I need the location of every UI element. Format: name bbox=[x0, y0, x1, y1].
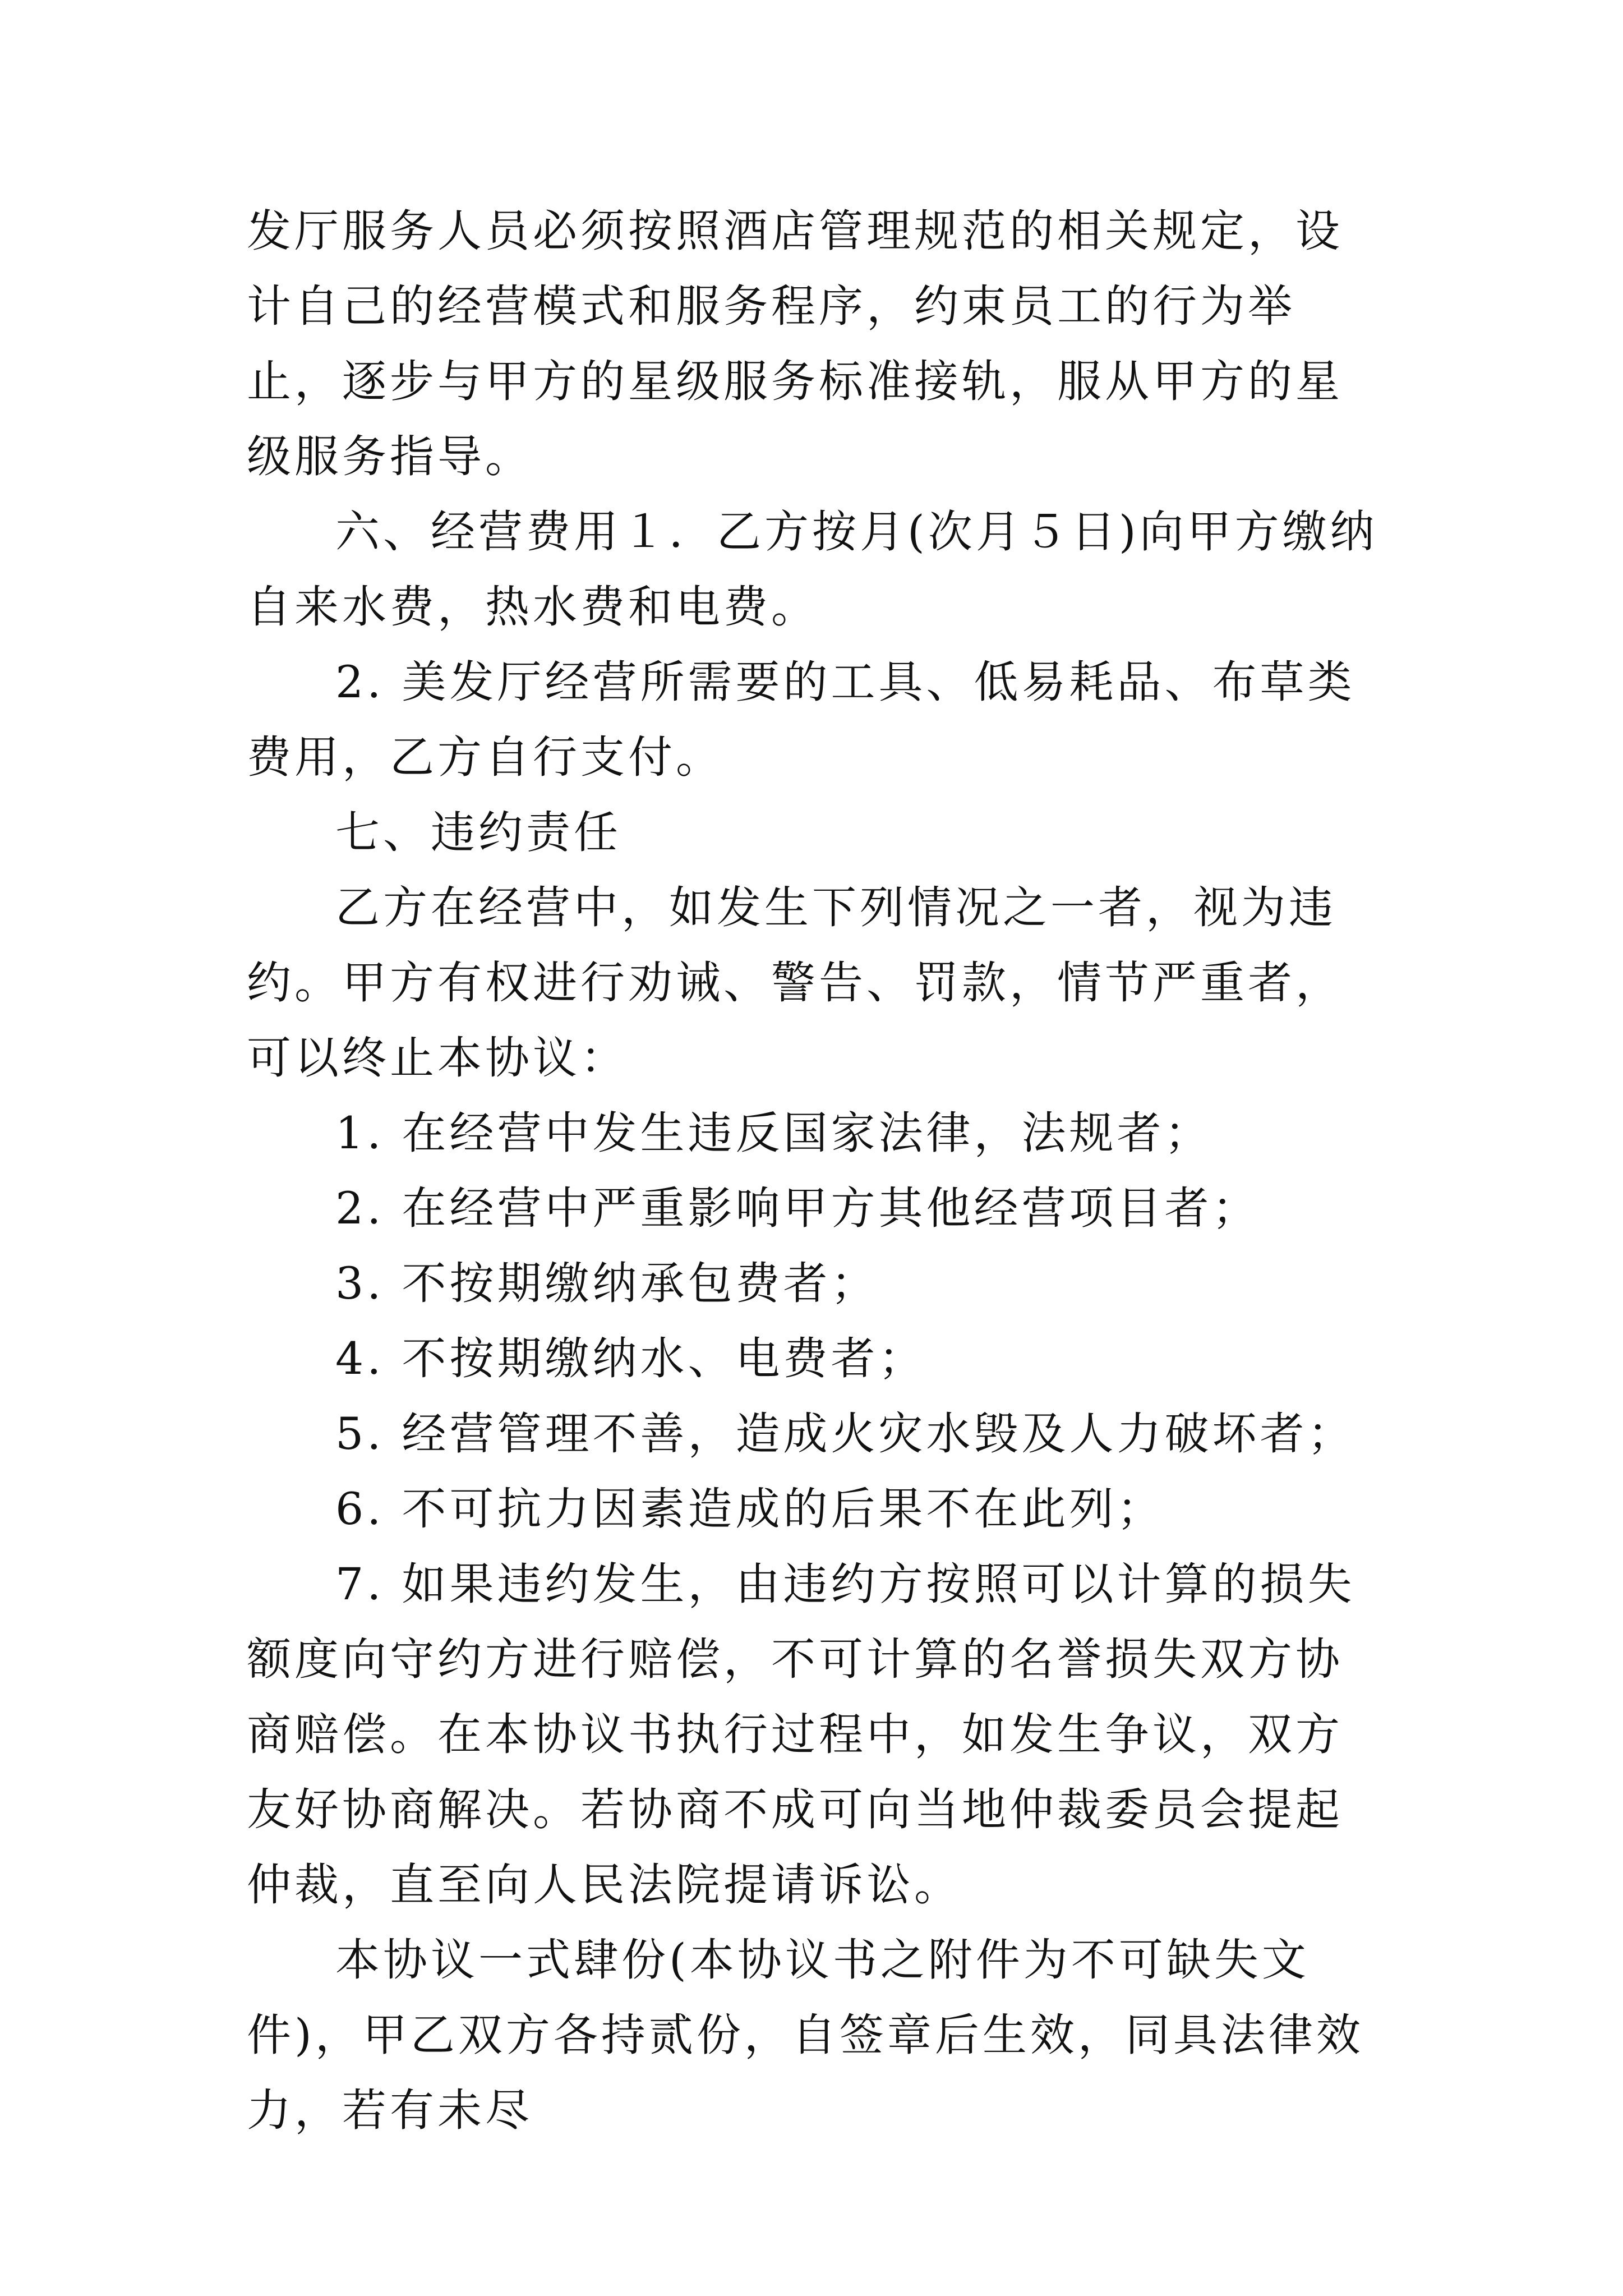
document-body bbox=[247, 194, 1380, 2148]
list-item-breach-2: 2. 在经营中严重影响甲方其他经营项目者； bbox=[335, 1182, 1260, 1234]
heading-breach-liability: 七、违约责任 bbox=[335, 807, 621, 858]
list-item-breach-6: 6. 不可抗力因素造成的后果不在此列； bbox=[335, 1483, 1165, 1535]
paragraph-copies-validity: 本协议一式肆份(本协议书之附件为不可缺失文件)，甲乙双方各持贰份，自签章后生效，同具法律效力，若有未尽 bbox=[247, 1934, 1364, 2136]
list-item-breach-3: 3. 不按期缴纳承包费者； bbox=[335, 1258, 879, 1309]
list-item-breach-7: 7. 如果违约发生，由违约方按照可以计算的损失额度向守约方进行赔偿，不可计算的名誉损失双方协商赔偿。在本协议书执行过程中，如发生争议，双方友好协商解决。若协商不成可向当地仲裁委员会提起仲裁，直至向人民法院提请诉讼。 bbox=[247, 1558, 1355, 1911]
paragraph-service-standards: 发厅服务人员必须按照酒店管理规范的相关规定，设计自己的经营模式和服务程序，约束员工的行为举止，逐步与甲方的星级服务标准接轨，服从甲方的星级服务指导。 bbox=[247, 205, 1343, 482]
list-item-breach-5: 5. 经营管理不善，造成火灾水毁及人力破坏者； bbox=[335, 1408, 1355, 1460]
paragraph-breach-intro: 乙方在经营中，如发生下列情况之一者，视为违约。甲方有权进行劝诫、警告、罚款，情节严重者，可以终止本协议： bbox=[247, 882, 1343, 1084]
list-item-breach-4: 4. 不按期缴纳水、电费者； bbox=[335, 1333, 926, 1384]
paragraph-tools-supplies: 2. 美发厅经营所需要的工具、低易耗品、布草类费用，乙方自行支付。 bbox=[247, 656, 1355, 783]
paragraph-operating-costs: 六、经营费用１．乙方按月(次月５日)向甲方缴纳自来水费，热水费和电费。 bbox=[247, 506, 1378, 633]
list-item-breach-1: 1. 在经营中发生违反国家法律，法规者； bbox=[335, 1107, 1212, 1159]
